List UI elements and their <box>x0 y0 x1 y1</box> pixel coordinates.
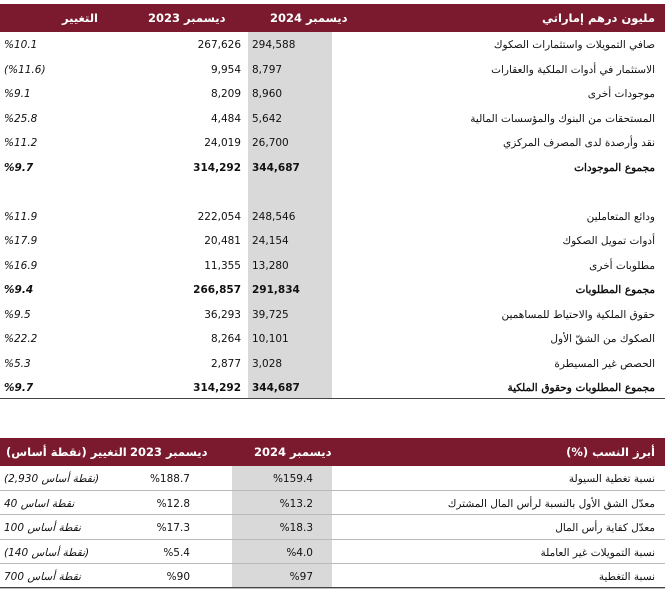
change-value: %10.1 <box>4 39 38 51</box>
header-2023: ديسمبر 2023 <box>148 11 226 25</box>
ratios-header <box>0 438 665 466</box>
table-row <box>0 204 665 229</box>
value-2023: 8,264 <box>210 333 241 345</box>
ratio-2024: %18.3 <box>279 522 313 534</box>
ratio-change: (140 نقطة أساس) <box>4 546 90 559</box>
ratios-header-label: أبرز النسب (%) <box>566 445 655 459</box>
header-2024: ديسمبر 2024 <box>270 11 348 25</box>
row-label: الحصص غير المسيطرة <box>554 357 655 370</box>
ratio-2023: %17.3 <box>156 522 190 534</box>
ratio-change: 100 نقطة أساس <box>4 522 81 534</box>
table-row <box>0 228 665 253</box>
row-label: مجموع المطلوبات <box>575 284 655 296</box>
ratio-2023: %188.7 <box>149 473 190 485</box>
table-row <box>0 375 665 400</box>
balance-bottom-rule <box>0 398 665 399</box>
value-2023: 36,293 <box>204 308 241 321</box>
value-2023: 314,292 <box>193 382 241 394</box>
table-row <box>0 106 665 131</box>
value-2023: 2,877 <box>210 357 241 370</box>
value-2024: 291,834 <box>252 284 300 296</box>
table-row <box>0 515 665 540</box>
table-row <box>0 253 665 278</box>
value-2024: 344,687 <box>252 382 300 394</box>
row-label: مجموع المطلوبات وحقوق الملكية <box>507 382 655 394</box>
table-row <box>0 81 665 106</box>
change-value: %17.9 <box>4 235 38 247</box>
change-value: %22.2 <box>4 333 38 345</box>
ratio-change: 700 نقطة أساس <box>4 571 81 583</box>
table-row <box>0 179 665 204</box>
ratio-change: (2,930 نقطة أساس) <box>4 473 100 485</box>
value-2024: 39,725 <box>252 308 289 321</box>
table-row <box>0 302 665 327</box>
row-label: الصكوك من الشقّ الأول <box>550 333 655 345</box>
ratio-2024: %4.0 <box>286 546 313 559</box>
table-row <box>0 564 665 589</box>
ratio-2024: %159.4 <box>272 473 313 485</box>
ratios-header-change: التغيير (نقطة أساس) <box>6 445 127 459</box>
value-2024: 248,546 <box>252 210 296 223</box>
row-label: المستحقات من البنوك والمؤسسات المالية <box>470 112 655 125</box>
ratio-label: نسبة التمويلات غير العاملة <box>540 546 655 559</box>
ratio-label: نسبة تغطية السيولة <box>568 473 655 485</box>
ratio-2023: %12.8 <box>156 497 190 510</box>
value-2024: 5,642 <box>252 112 283 125</box>
value-2024: 13,280 <box>252 259 289 272</box>
value-2023: 9,954 <box>210 63 241 76</box>
row-label: الاستثمار في أدوات الملكية والعقارات <box>491 63 655 76</box>
change-value: %11.2 <box>4 137 38 149</box>
ratio-label: نسبة التغطية <box>598 571 655 583</box>
table-row <box>0 491 665 516</box>
table-row <box>0 351 665 376</box>
value-2024: 26,700 <box>252 137 289 149</box>
value-2024: 10,101 <box>252 333 289 345</box>
row-label: ودائع المتعاملين <box>586 210 655 223</box>
table-row <box>0 466 665 491</box>
value-2023: 20,481 <box>204 235 241 247</box>
table-row <box>0 277 665 302</box>
value-2024: 344,687 <box>252 161 300 174</box>
ratio-change: 40 نقطة اساس <box>4 497 75 510</box>
ratio-2023: %5.4 <box>163 546 190 559</box>
value-2023: 266,857 <box>193 284 241 296</box>
header-label: مليون درهم إماراتي <box>542 11 655 25</box>
row-label: أدوات تمويل الصكوك <box>562 235 655 247</box>
change-value: %16.9 <box>4 259 38 272</box>
value-2024: 3,028 <box>252 357 283 370</box>
value-2023: 314,292 <box>193 161 241 174</box>
change-value: %11.9 <box>4 210 38 223</box>
value-2024: 8,797 <box>252 63 283 76</box>
change-value: %9.7 <box>4 161 34 174</box>
row-label: نقد وأرصدة لدى المصرف المركزي <box>503 137 655 149</box>
table-row <box>0 32 665 57</box>
table-row <box>0 155 665 180</box>
balance-header <box>0 4 665 32</box>
ratio-2023: %90 <box>166 571 190 583</box>
value-2023: 8,209 <box>210 88 241 100</box>
table-row <box>0 57 665 82</box>
change-value: (%11.6) <box>4 63 46 76</box>
value-2023: 24,019 <box>204 137 241 149</box>
value-2024: 8,960 <box>252 88 283 100</box>
change-value: %9.1 <box>4 88 31 100</box>
change-value: %9.5 <box>4 308 31 321</box>
row-label: موجودات أخرى <box>587 88 655 100</box>
change-value: %5.3 <box>4 357 31 370</box>
change-value: %9.4 <box>4 284 34 296</box>
change-value: %25.8 <box>4 112 38 125</box>
ratio-label: معدّل الشق الأول بالنسبة لرأس المال المشترك <box>447 497 655 510</box>
ratio-2024: %13.2 <box>279 497 313 510</box>
value-2023: 222,054 <box>197 210 241 223</box>
ratio-label: معدّل كفاية رأس المال <box>555 522 655 534</box>
ratios-header-2023: ديسمبر 2023 <box>130 445 208 459</box>
ratio-2024: %97 <box>289 571 313 583</box>
value-2023: 11,355 <box>204 259 241 272</box>
ratios-header-2024: ديسمبر 2024 <box>254 445 332 459</box>
row-label: مطلوبات أخرى <box>589 259 655 272</box>
row-label: صافي التمويلات واستثمارات الصكوك <box>493 39 655 51</box>
value-2024: 24,154 <box>252 235 289 247</box>
table-row <box>0 130 665 155</box>
ratios-bottom-rule <box>0 587 665 588</box>
change-value: %9.7 <box>4 382 34 394</box>
row-label: حقوق الملكية والاحتياط للمساهمين <box>501 308 655 321</box>
value-2023: 267,626 <box>197 39 241 51</box>
value-2023: 4,484 <box>210 112 241 125</box>
value-2024: 294,588 <box>252 39 296 51</box>
table-row <box>0 540 665 565</box>
header-change: التغيير <box>62 11 98 25</box>
row-label: مجموع الموجودات <box>574 161 655 174</box>
table-row <box>0 326 665 351</box>
